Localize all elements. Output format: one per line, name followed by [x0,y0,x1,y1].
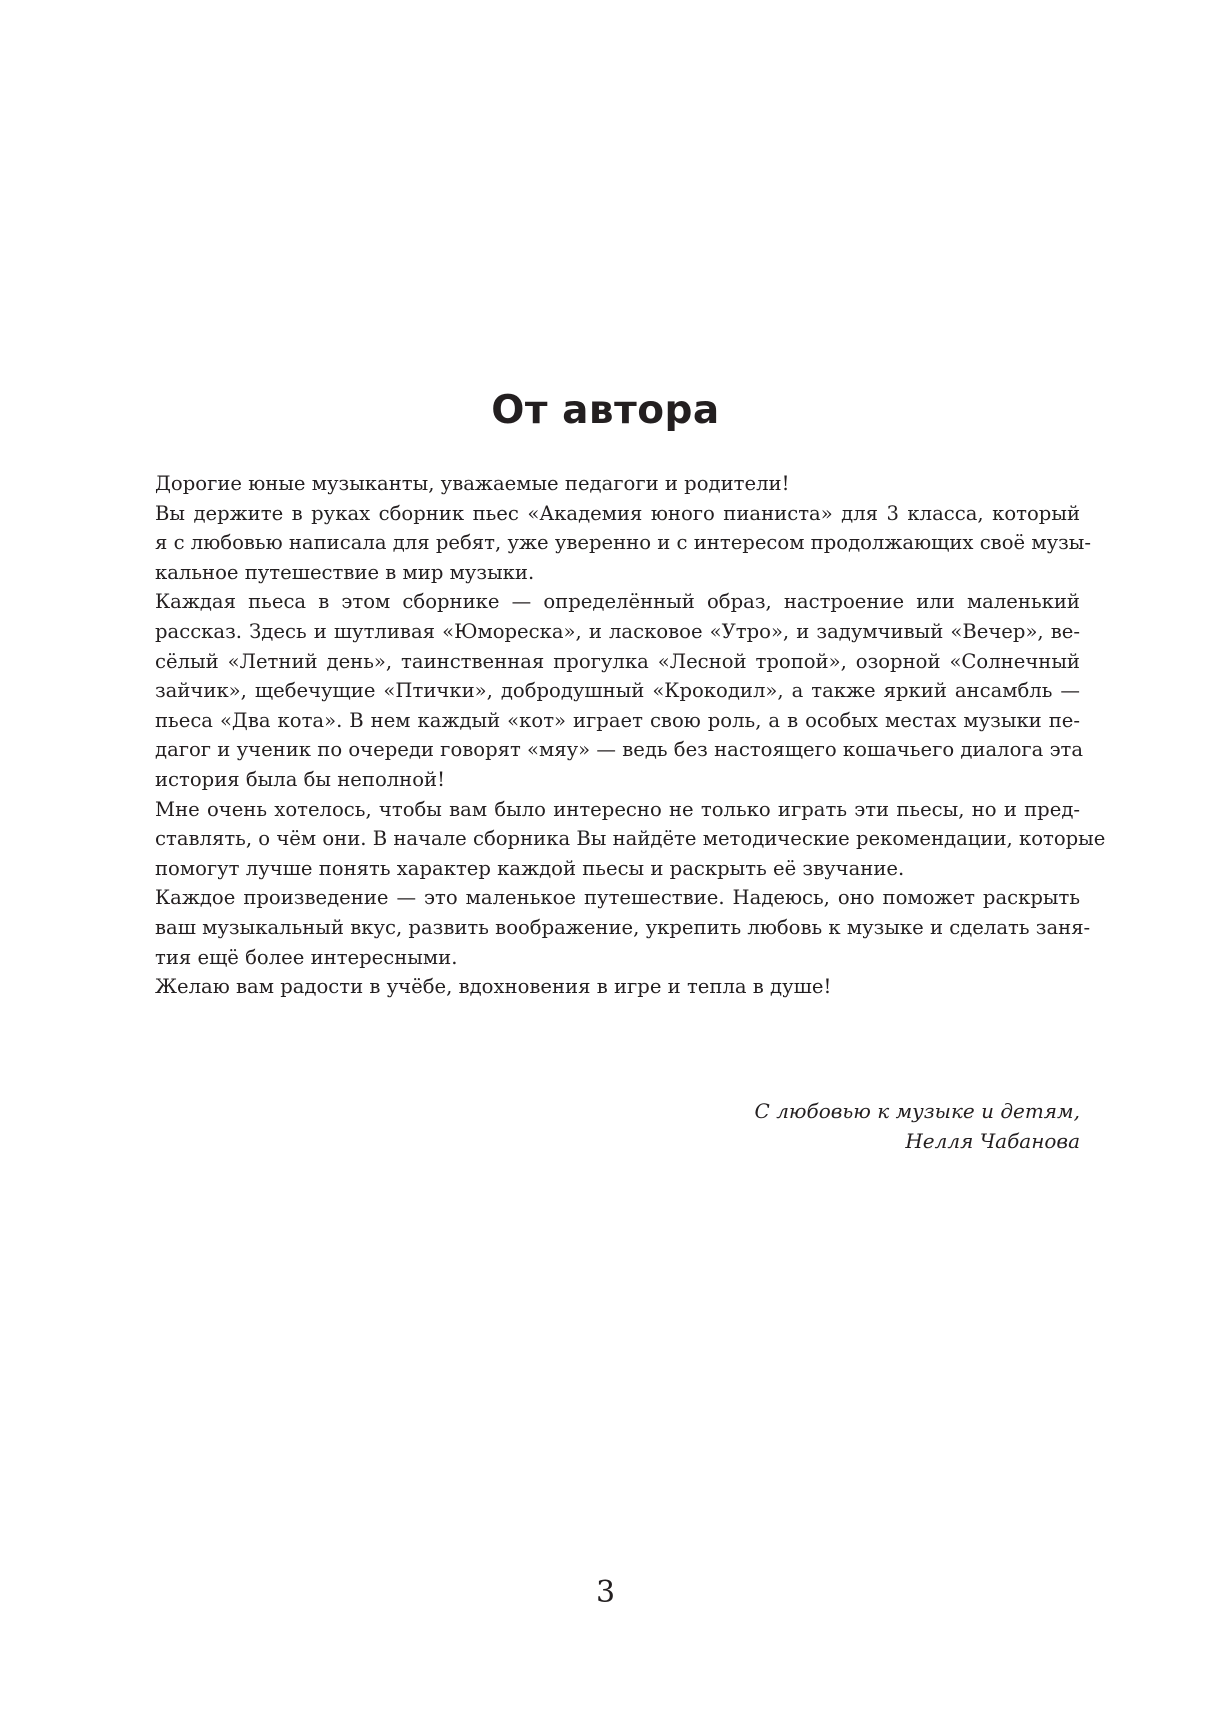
paragraph-3-line-7: история была бы неполной! [155,767,445,791]
paragraph-2-line-1: Вы держите в руках сборник пьес «Академия юного пианиста» для 3 класса, который [155,501,1080,525]
page-title: От автора [491,388,720,433]
paragraph-4-line-3: помогут лучше понять характер каждой пьесы и раскрыть её звучание. [155,856,905,880]
paragraph-5-line-2: ваш музыкальный вкус, развить воображение, укрепить любовь к музыке и сделать заня- [155,915,1091,939]
paragraph-2-line-3: кальное путешествие в мир музыки. [155,560,535,584]
paragraph-4-line-2: ставлять, о чём они. В начале сборника Вы найдёте методические рекомендации, которые [155,827,1106,851]
author-signature [755,1096,1080,1156]
signature-dedication: С любовью к музыке и детям, [754,1099,1080,1123]
paragraph-3-line-2: рассказ. Здесь и шутливая «Юмореска», и ласковое «Утро», и задумчивый «Вечер», ве- [155,619,1080,643]
paragraph-5-line-3: тия ещё более интересными. [155,945,458,969]
signature-author-name: Нелля Чабанова [905,1129,1080,1153]
paragraph-1-line-1: Дорогие юные музыканты, уважаемые педагоги и родители! [155,472,790,495]
paragraph-3-line-4: зайчик», щебечущие «Птички», добродушный «Крокодил», а также яркий ансамбль — [155,679,1080,703]
page-number: 3 [595,1575,616,1610]
paragraph-3-line-1: Каждая пьеса в этом сборнике — определённый образ, настроение или маленький [155,590,1080,614]
body-text [155,469,1106,1002]
paragraph-3-line-5: пьеса «Два кота». В нем каждый «кот» играет свою роль, а в особых местах музыки пе- [155,708,1080,732]
paragraph-2-line-2: я с любовью написала для ребят, уже уверенно и с интересом продолжающих своё музы- [155,531,1091,555]
paragraph-3-line-6: дагог и ученик по очереди говорят «мяу» — ведь без настоящего кошачьего диалога эта [155,738,1084,762]
paragraph-6-line-1: Желаю вам радости в учёбе, вдохновения в игре и тепла в душе! [155,975,832,999]
paragraph-4-line-1: Мне очень хотелось, чтобы вам было интересно не только играть эти пьесы, но и пред- [155,797,1080,821]
paragraph-3-line-3: сёлый «Летний день», таинственная прогулка «Лесной тропой», озорной «Солнечный [155,649,1080,673]
paragraph-5-line-1: Каждое произведение — это маленькое путешествие. Надеюсь, оно поможет раскрыть [155,886,1080,910]
